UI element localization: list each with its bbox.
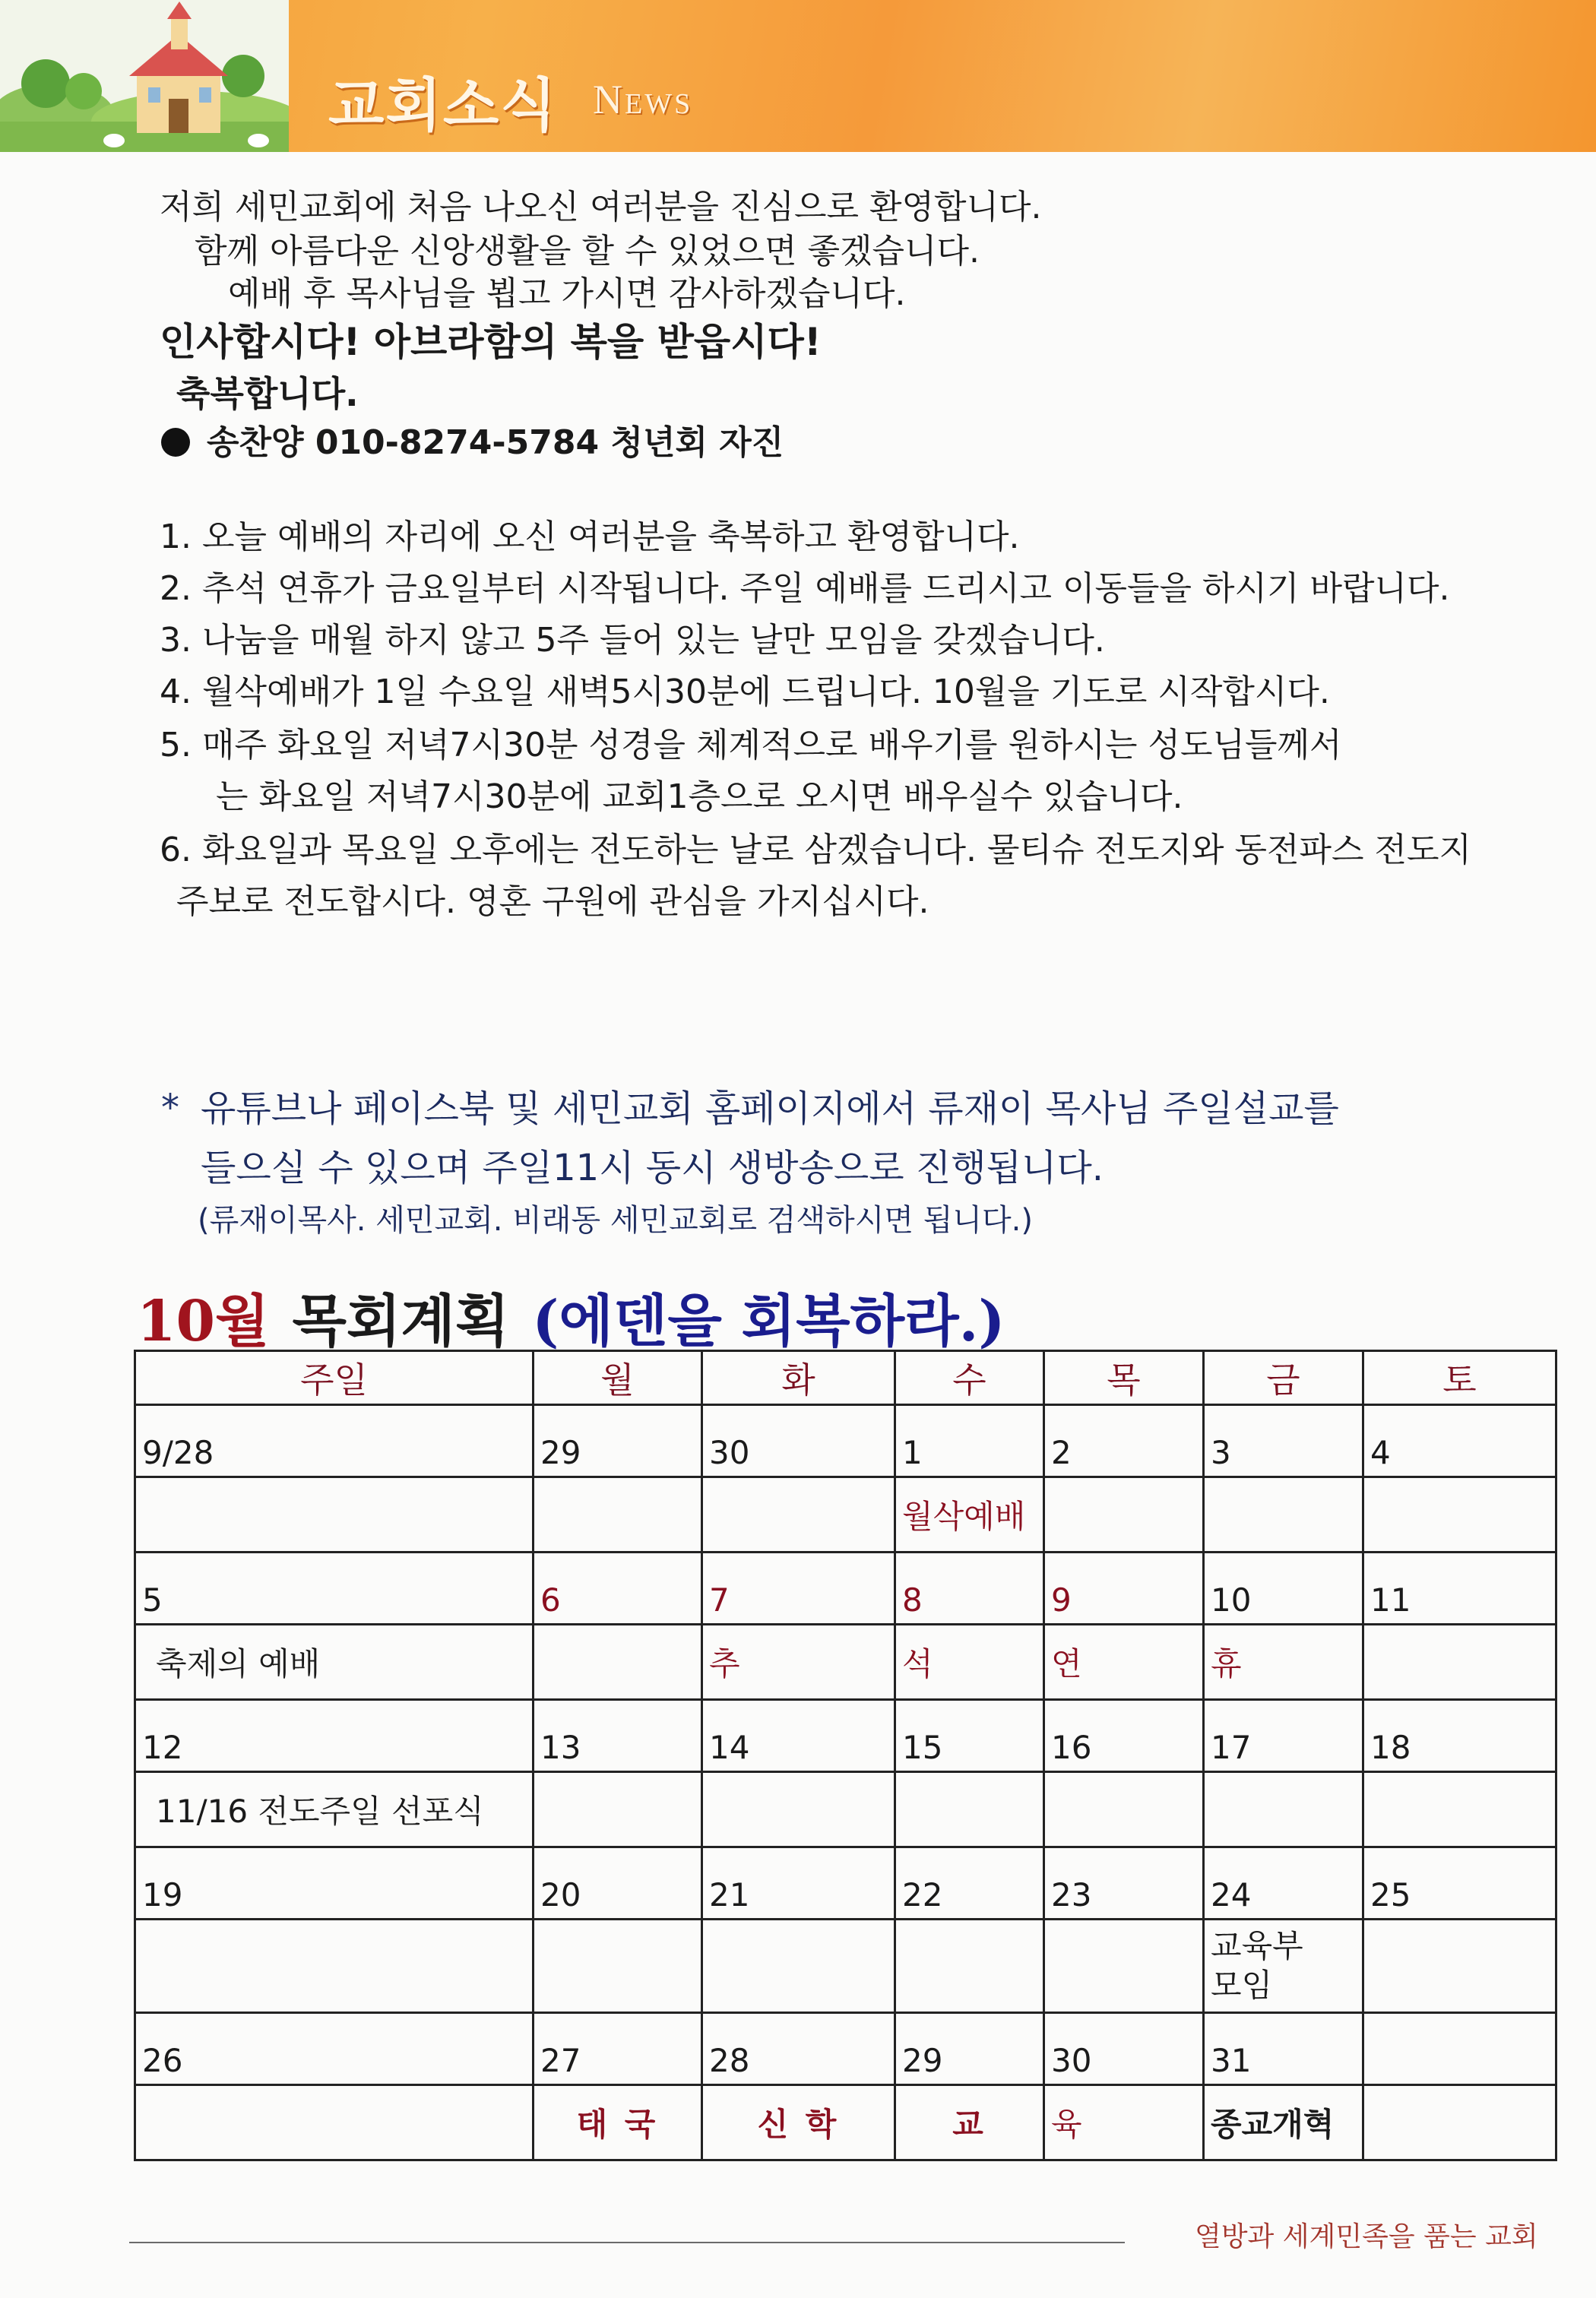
event-cell <box>135 2085 534 2160</box>
event-cell-chuseok-3: 연 <box>1044 1625 1204 1700</box>
event-cell-chuseok-4: 휴 <box>1204 1625 1363 1700</box>
date-cell: 8 <box>895 1553 1044 1625</box>
bullet-icon <box>161 428 190 457</box>
date-cell: 22 <box>895 1847 1044 1920</box>
week-2-events <box>135 1625 1556 1700</box>
date-cell: 30 <box>1044 2013 1204 2085</box>
event-cell <box>135 1920 534 2013</box>
contact-line <box>161 415 784 464</box>
week-1-dates <box>135 1405 1556 1477</box>
event-cell <box>1044 1477 1204 1553</box>
week-5-dates <box>135 2013 1556 2085</box>
greeting: 인사합시다! 아브라함의 복을 받읍시다! <box>160 320 822 364</box>
date-cell: 12 <box>135 1700 534 1772</box>
week-3-dates <box>135 1700 1556 1772</box>
week-5-events <box>135 2085 1556 2160</box>
event-cell <box>1363 1920 1556 2013</box>
event-cell <box>895 1772 1044 1847</box>
event-cell <box>895 1920 1044 2013</box>
broadcast-star: * <box>161 1087 179 1129</box>
footer-divider <box>129 2242 1125 2243</box>
date-cell: 4 <box>1363 1405 1556 1477</box>
event-cell-festival-service: 축제의 예배 <box>135 1625 534 1700</box>
week-3-events <box>135 1772 1556 1847</box>
blessing: 축복합니다. <box>176 373 359 414</box>
broadcast-line-3: (류재이목사. 세민교회. 비래동 세민교회로 검색하시면 됩니다.) <box>198 1203 1033 1238</box>
date-cell: 1 <box>895 1405 1044 1477</box>
date-cell: 30 <box>702 1405 895 1477</box>
event-cell-evangelism-sunday: 11/16 전도주일 선포식 <box>135 1772 534 1847</box>
day-header-sat: 토 <box>1363 1351 1556 1405</box>
day-header-tue: 화 <box>702 1351 895 1405</box>
broadcast-line-2: 들으실 수 있으며 주일11시 동시 생방송으로 진행됩니다. <box>201 1147 1104 1189</box>
event-cell <box>534 1920 702 2013</box>
date-cell: 29 <box>895 2013 1044 2085</box>
calendar-title-theme: (에덴을 회복하라.) <box>532 1289 1005 1354</box>
date-cell: 11 <box>1363 1553 1556 1625</box>
date-cell: 16 <box>1044 1700 1204 1772</box>
event-cell-reformation: 종교개혁 <box>1204 2085 1363 2160</box>
day-header-mon: 월 <box>534 1351 702 1405</box>
day-header-wed: 수 <box>895 1351 1044 1405</box>
event-cell <box>1363 1625 1556 1700</box>
calendar-title <box>137 1277 1005 1357</box>
event-cell-chuseok-1: 추 <box>702 1625 895 1700</box>
event-cell <box>1363 1772 1556 1847</box>
date-cell: 6 <box>534 1553 702 1625</box>
date-cell: 3 <box>1204 1405 1363 1477</box>
notice-3: 3. 나눔을 매월 하지 않고 5주 들어 있는 날만 모임을 갖겠습니다. <box>160 621 1105 660</box>
event-cell-education-2: 육 <box>1044 2085 1204 2160</box>
event-cell <box>1044 1772 1204 1847</box>
date-cell: 26 <box>135 2013 534 2085</box>
date-cell: 19 <box>135 1847 534 1920</box>
date-cell: 24 <box>1204 1847 1363 1920</box>
date-cell: 29 <box>534 1405 702 1477</box>
date-cell: 14 <box>702 1700 895 1772</box>
event-cell <box>702 1772 895 1847</box>
date-cell: 18 <box>1363 1700 1556 1772</box>
date-cell: 2 <box>1044 1405 1204 1477</box>
event-cell-theology: 신 학 <box>702 2085 895 2160</box>
notice-5: 5. 매주 화요일 저녁7시30분 성경을 체계적으로 배우기를 원하시는 성도님들께서 <box>160 726 1342 764</box>
date-cell: 28 <box>702 2013 895 2085</box>
date-cell: 9 <box>1044 1553 1204 1625</box>
contact-text: 송찬양 010-8274-5784 청년회 자진 <box>207 423 784 462</box>
week-4-events <box>135 1920 1556 2013</box>
date-cell: 21 <box>702 1847 895 1920</box>
event-cell <box>1204 1772 1363 1847</box>
date-cell: 23 <box>1044 1847 1204 1920</box>
date-cell: 20 <box>534 1847 702 1920</box>
week-4-dates <box>135 1847 1556 1920</box>
welcome-line-1: 저희 세민교회에 처음 나오신 여러분을 진심으로 환영합니다. <box>160 188 1042 226</box>
date-cell: 31 <box>1204 2013 1363 2085</box>
event-cell <box>702 1477 895 1553</box>
date-cell: 27 <box>534 2013 702 2085</box>
event-cell-chuseok-2: 석 <box>895 1625 1044 1700</box>
welcome-line-3: 예배 후 목사님을 뵙고 가시면 감사하겠습니다. <box>228 274 906 313</box>
church-illustration <box>0 0 289 152</box>
day-header-sun: 주일 <box>135 1351 534 1405</box>
header-banner <box>0 0 1596 152</box>
notice-2: 2. 추석 연휴가 금요일부터 시작됩니다. 주일 예배를 드리시고 이동들을 하시기 바랍니다. <box>160 569 1450 608</box>
event-cell <box>1204 1477 1363 1553</box>
date-cell: 5 <box>135 1553 534 1625</box>
date-cell <box>1363 2013 1556 2085</box>
date-cell: 25 <box>1363 1847 1556 1920</box>
header-title: 교회소식 <box>328 71 558 139</box>
event-cell <box>534 1772 702 1847</box>
date-cell: 10 <box>1204 1553 1363 1625</box>
notice-4: 4. 월삭예배가 1일 수요일 새벽5시30분에 드립니다. 10월을 기도로 시작합시다. <box>160 673 1330 711</box>
event-cell <box>702 1920 895 2013</box>
welcome-line-2: 함께 아름다운 신앙생활을 할 수 있었으면 좋겠습니다. <box>195 232 980 271</box>
church-icon <box>0 0 289 152</box>
broadcast-line-1: 유튜브나 페이스북 및 세민교회 홈페이지에서 류재이 목사님 주일설교를 <box>201 1087 1339 1130</box>
event-cell <box>1044 1920 1204 2013</box>
date-cell: 15 <box>895 1700 1044 1772</box>
notice-5-cont: 는 화요일 저녁7시30분에 교회1층으로 오시면 배우실수 있습니다. <box>216 777 1183 816</box>
week-2-dates <box>135 1553 1556 1625</box>
calendar-header-row <box>135 1351 1556 1405</box>
event-cell-thailand: 태 국 <box>534 2085 702 2160</box>
event-cell-new-moon-service: 월삭예배 <box>895 1477 1044 1553</box>
day-header-fri: 금 <box>1204 1351 1363 1405</box>
week-1-events <box>135 1477 1556 1553</box>
event-cell-education-meeting: 교육부 모임 <box>1204 1920 1363 2013</box>
header-subtitle: News <box>593 77 693 122</box>
event-cell <box>1363 1477 1556 1553</box>
calendar-title-main: 목회계획 <box>292 1289 510 1354</box>
date-cell: 17 <box>1204 1700 1363 1772</box>
event-cell <box>1363 2085 1556 2160</box>
date-cell: 13 <box>534 1700 702 1772</box>
footer-slogan: 열방과 세계민족을 품는 교회 <box>1195 2221 1538 2252</box>
date-cell: 7 <box>702 1553 895 1625</box>
day-header-thu: 목 <box>1044 1351 1204 1405</box>
event-cell <box>534 1477 702 1553</box>
notice-6: 6. 화요일과 목요일 오후에는 전도하는 날로 삼겠습니다. 물티슈 전도지와 동전파스 전도지 <box>160 831 1471 869</box>
date-cell: 9/28 <box>135 1405 534 1477</box>
notice-1: 1. 오늘 예배의 자리에 오신 여러분을 축복하고 환영합니다. <box>160 518 1020 556</box>
calendar-table <box>134 1350 1557 2161</box>
event-cell <box>135 1477 534 1553</box>
calendar-title-month: 10월 <box>137 1289 270 1354</box>
event-cell-education-1: 교 <box>895 2085 1044 2160</box>
notice-6-cont: 주보로 전도합시다. 영혼 구원에 관심을 가지십시다. <box>176 882 929 921</box>
event-cell <box>534 1625 702 1700</box>
